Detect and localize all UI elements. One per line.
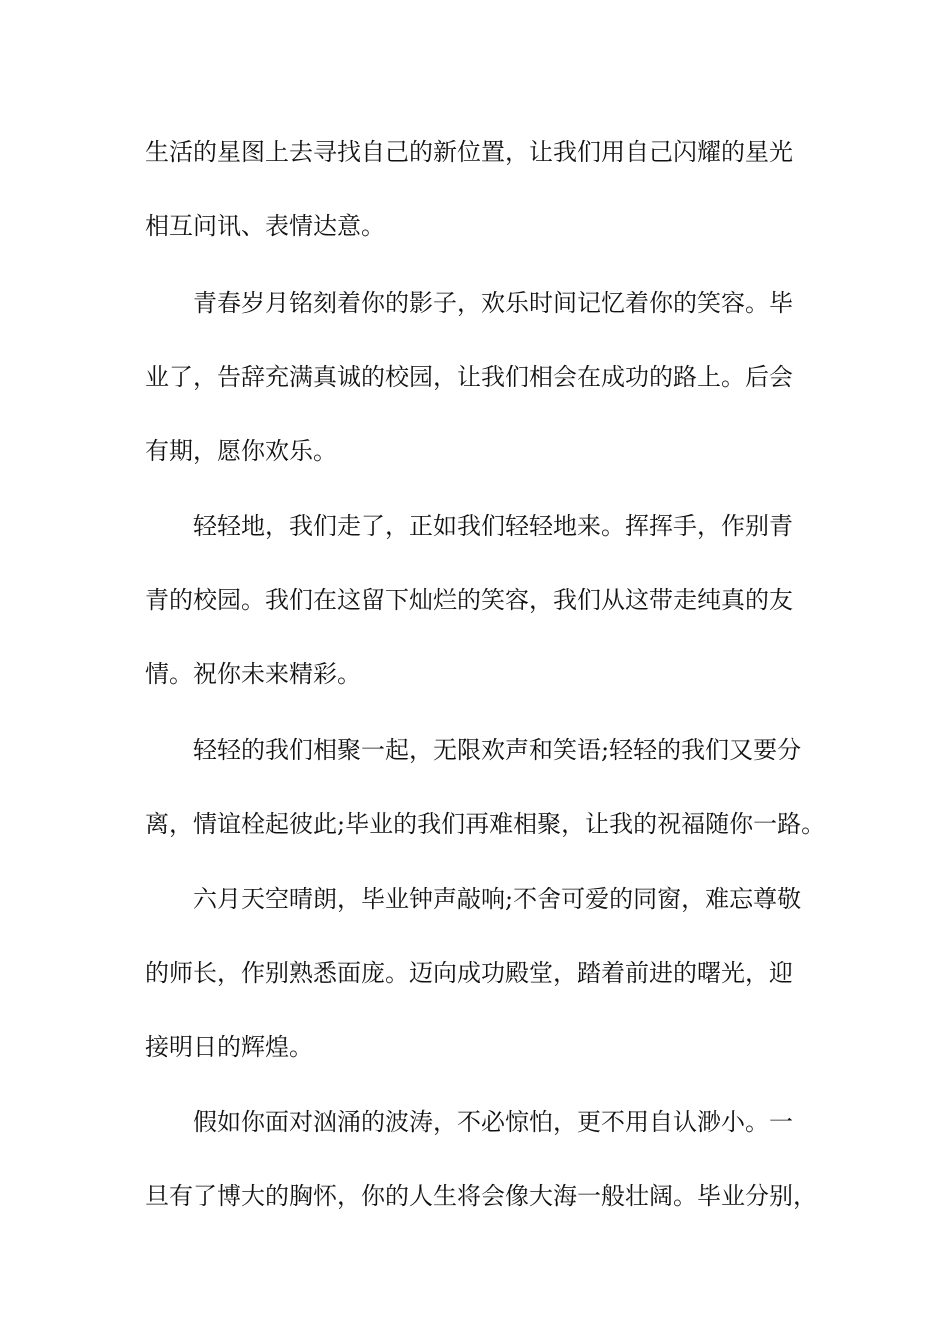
text-line: 青春岁月铭刻着你的影子，欢乐时间记忆着你的笑容。毕	[193, 289, 793, 317]
text-line: 六月天空晴朗，毕业钟声敲响;不舍可爱的同窗，难忘尊敬	[193, 885, 802, 913]
text-line: 轻轻的我们相聚一起，无限欢声和笑语;轻轻的我们又要分	[193, 736, 802, 764]
text-line: 生活的星图上去寻找自己的新位置，让我们用自己闪耀的星光	[145, 138, 793, 166]
text-line: 情。祝你未来精彩。	[145, 660, 361, 688]
text-line: 相互问讯、表情达意。	[145, 212, 385, 240]
text-line: 离，情谊栓起彼此;毕业的我们再难相聚，让我的祝福随你一路。	[145, 810, 826, 838]
text-line: 假如你面对汹涌的波涛，不必惊怕，更不用自认渺小。一	[193, 1108, 793, 1136]
text-line: 有期，愿你欢乐。	[145, 437, 337, 465]
text-line: 业了，告辞充满真诚的校园，让我们相会在成功的路上。后会	[145, 363, 793, 391]
text-line: 的师长，作别熟悉面庞。迈向成功殿堂，踏着前进的曙光，迎	[145, 959, 793, 987]
text-line: 青的校园。我们在这留下灿烂的笑容，我们从这带走纯真的友	[145, 586, 793, 614]
text-line: 接明日的辉煌。	[145, 1033, 313, 1061]
text-line: 旦有了博大的胸怀，你的人生将会像大海一般壮阔。毕业分别，	[145, 1182, 817, 1210]
text-line: 轻轻地，我们走了，正如我们轻轻地来。挥挥手，作别青	[193, 512, 793, 540]
